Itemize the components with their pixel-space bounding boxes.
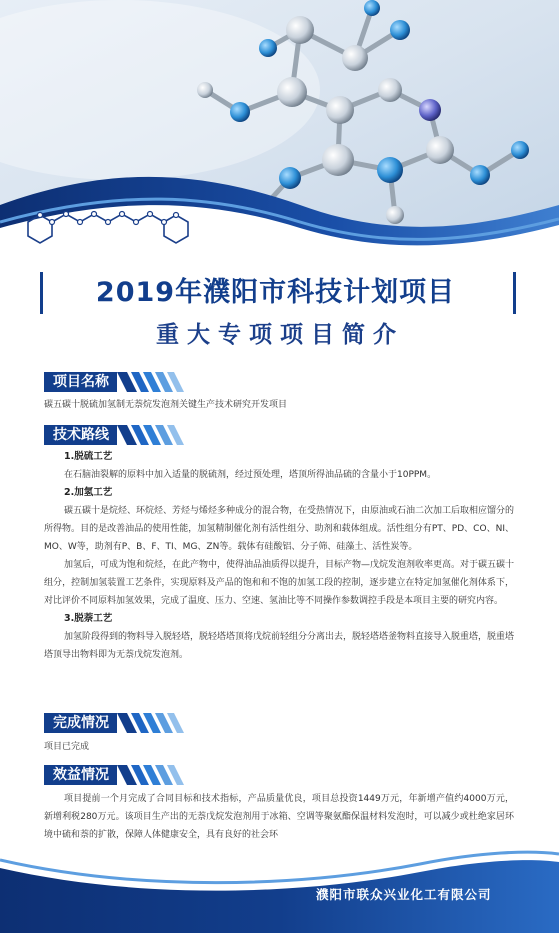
stripes-decoration-icon [117,425,187,445]
stripes-decoration-icon [117,713,187,733]
molecule-illustration [0,0,559,265]
section-label: 技术路线 [44,425,117,445]
benefit-text: 项目提前一个月完成了合同目标和技术指标，产品质量优良，项目总投资1449万元，年新增产值约4000万元，新增利税280万元。该项目生产出的无萘戊烷发泡剂用于冰箱、空调等聚氨酯保温材料发泡时，可以减少或杜绝家居环境中硫和萘的扩散，保障人体健康安全，具有良好的社会环 [44,794,514,840]
section-label: 效益情况 [44,765,117,785]
hero-banner [0,0,559,265]
project-name-text: 碳五碳十脱硫加氢制无萘烷发泡剂关键生产技术研究开发项目 [44,400,288,410]
section-header-tech-route [44,425,187,445]
step2-text-b: 加氢后，可成为饱和烷烃，在此产物中，使得油品油质得以提升，目标产物—戊烷发泡剂收率更高。对于碳五碳十组分，控制加氢装置工艺条件，实现原料及产品的饱和和不饱的加氢工段的控制，逐步建立在特定加氢催化剂体系下，对比评价不同原料加氢效果，完成了温度、压力、空速、氢油比等不同操作参数调控手段是本项目主要的研究内容。 [44,560,515,606]
step2-text-a: 碳五碳十是烷烃、环烷烃、芳烃与烯烃多种成分的混合物，在受热情况下，由原油或石油二次加工后取相应馏分的所得物。目的是改善油品的使用性能，加氢精制催化剂有活性组分、助剂和载体组成。活性组分有PT、PD、CO、NI、MO、W等，助剂有P、B、F、TI、MG、ZN等。载体有硅酸铝、分子筛、硅藻土、活性炭等。 [44,506,515,552]
step1-title: 1.脱硫工艺 [64,451,113,462]
step2-title: 2.加氢工艺 [64,487,113,498]
page-subtitle: 重大专项项目简介 [156,322,404,348]
section-header-completion [44,713,187,733]
tech-route-body [44,448,514,664]
stripes-decoration-icon [117,765,187,785]
section-header-project-name [44,372,187,392]
stripes-decoration-icon [117,372,187,392]
section-header-benefit [44,765,187,785]
completion-text: 项目已完成 [44,742,90,752]
page-title: 2019年濮阳市科技计划项目 [95,277,456,308]
section-label: 项目名称 [44,372,117,392]
step3-title: 3.脱萘工艺 [64,613,113,624]
title-block [40,272,520,352]
section-label: 完成情况 [44,713,117,733]
step1-text: 在石脑油裂解的原料中加入适量的脱硫剂，经过预处理，塔顶所得油品硫的含量小于10PPM。 [64,470,437,480]
step3-text: 加氢阶段得到的物料导入脱轻塔，脱轻塔塔顶将戊烷前轻组分分离出去，脱轻塔塔釜物料直接导入脱重塔，脱重塔塔顶导出物料即为无萘戊烷发泡剂。 [44,632,515,660]
company-name: 濮阳市联众兴业化工有限公司 [316,887,492,902]
